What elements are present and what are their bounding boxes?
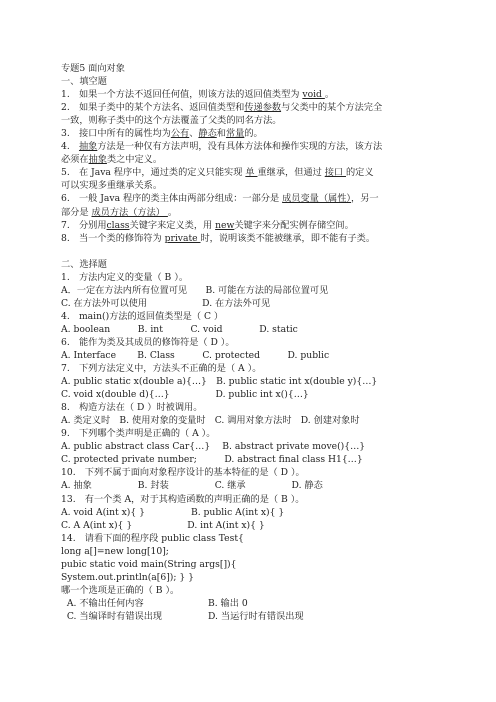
choice-line: 13. 有一个类 A，对于其构造函数的声明正确的是（ B ）。 [61, 493, 305, 505]
section-spacer [61, 245, 481, 258]
choice-line: 6. 能作为类及其成员的修饰符是（ D ）。 [61, 336, 235, 348]
choice-line: A. 抽象 B. 封装 C. 继承 D. 静态 [61, 480, 323, 492]
choice-line: 14. 请看下面的程序段 public class Test{ [61, 532, 244, 544]
fill-q7: 7. 分别用class关键字来定义类，用 new关键字来分配实例存储空间。 [61, 219, 354, 231]
choice-line: 10. 下列不属于面向对象程序设计的基本特征的是（ D ）。 [61, 467, 305, 479]
choice-line: C. 当编译时有错误出现 D. 当运行时有错误出现 [61, 610, 304, 622]
fill-q5: 5. 在 Java 程序中，通过类的定义只能实现 单 重继承，但通过 接口 的定义 [61, 167, 374, 179]
choice-line: A．一定在方法内所有位置可见 B. 可能在方法的局部位置可见 [61, 284, 329, 296]
choice-line: 4. main()方法的返回值类型是（ C ） [61, 310, 224, 322]
fill-q4-cont: 必须在抽象类之中定义。 [61, 154, 163, 166]
code-line: System.out.println(a[6]); } } [61, 571, 194, 583]
choice-line: 7. 下列方法定义中，方法头不正确的是（ A ）。 [61, 363, 262, 375]
fill-q6-cont: 部分是 成员方法（方法） 。 [61, 206, 178, 218]
fill-q2-cont: 一致，则称子类中的这个方法覆盖了父类的同名方法。 [61, 115, 282, 127]
fill-q8: 8. 当一个类的修饰符为 private 时，说明该类不能被继承，即不能有子类。 [61, 232, 376, 244]
choice-line: 8. 构造方法在（ D ）时被调用。 [61, 402, 203, 414]
document-page [61, 62, 481, 623]
code-line: long a[]=new long[10]; [61, 545, 169, 557]
choice-line: C. protected private number; D. abstract final class H1{…} [61, 454, 363, 466]
doc-title: 专题5 面向对象 [61, 63, 125, 74]
choice-line: A. 不输出任何内容 B. 输出 0 [61, 597, 248, 609]
choice-line: A. 类定义时 B. 使用对象的变量时 C. 调用对象方法时 D. 创建对象时 [61, 415, 360, 427]
choice-line: A. public abstract class Car{…} B. abstract private move(){…} [61, 441, 366, 453]
code-line: pubic static void main(String args[]){ [61, 558, 237, 570]
choice-line: C. A A(int x){ } D. int A(int x){ } [61, 519, 265, 531]
fill-q2: 2. 如果子类中的某个方法名、返回值类型和传递参数与父类中的某个方法完全 [61, 102, 383, 114]
choice-line: A. boolean B. int C. void D. static [61, 323, 298, 335]
section-heading-choice: 二、选择题 [61, 258, 107, 270]
fill-q1: 1. 如果一个方法不返回任何值，则该方法的返回值类型为 void 。 [61, 89, 335, 101]
fill-q3: 3. 接口中所有的属性均为公有、静态和常量的。 [61, 128, 263, 140]
fill-q5-cont: 可以实现多重继承关系。 [61, 180, 163, 192]
choice-line: C. 在方法外可以使用 D. 在方法外可见 [61, 297, 271, 309]
choice-line: A. Interface B. Class C. protected D. public [61, 349, 330, 361]
choice-line: A. public static x(double a){…} B. public static int x(double y){…} [61, 376, 378, 388]
choice-line: C. void x(double d){…} D. public int x(){…} [61, 389, 309, 401]
fill-q6: 6. 一般 Java 程序的类主体由两部分组成：一部分是 成员变量（属性），另一 [61, 193, 379, 205]
choice-line: A. void A(int x){ } B. public A(int x){ } [61, 506, 285, 518]
section-heading-fill: 一、填空题 [61, 76, 107, 88]
choice-line: 9. 下列哪个类声明是正确的（ A ）。 [61, 428, 216, 440]
fill-q4: 4. 抽象方法是一种仅有方法声明，没有具体方法体和操作实现的方法，该方法 [61, 141, 383, 153]
choice-line: 哪一个选项是正确的（ B ）。 [61, 584, 180, 596]
choice-line: 1. 方法内定义的变量（ B ）。 [61, 271, 189, 283]
